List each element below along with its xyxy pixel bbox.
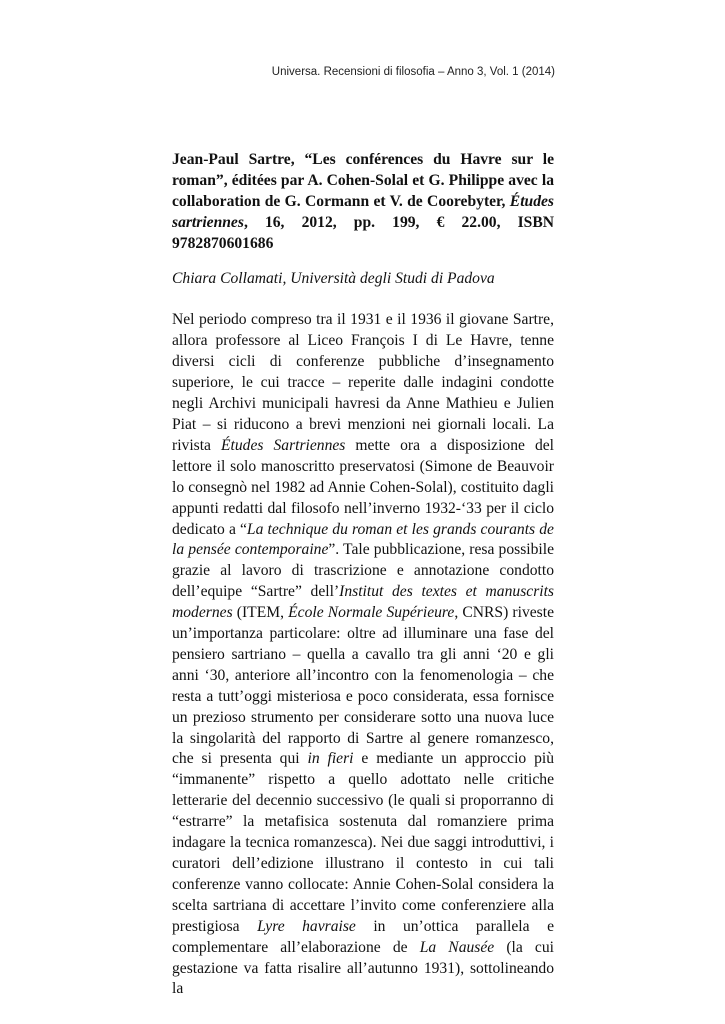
body-text-4: (ITEM, [232, 604, 289, 622]
body-italic-2: La technique du roman et les grands courants de la pensée contemporaine [172, 520, 554, 559]
running-header: Universa. Recensioni di filosofia – Anno 3, Vol. 1 (2014) [271, 66, 555, 78]
review-content [172, 150, 554, 1000]
title-journal: Études sartriennes [172, 192, 554, 231]
review-author: Chiara Collamati, Università degli Studi di Padova [172, 269, 495, 287]
body-italic-5: in fieri [307, 750, 354, 768]
body-text-5: , CNRS) riveste un’importanza particolare: oltre ad illuminare una fase del pensiero sartriano – quella a cavallo tra gli anni ‘20 e gli anni ‘30, anteriore all’incontro con la fenomenologia – che resta a tutt’oggi misteriosa e poco considerata, essa fornisce un prezioso strumento per considerare sotto una nuova luce la singolarità del rapporto di Sartre al genere romanzesco, che si presenta qui [172, 604, 554, 768]
review-body [172, 310, 554, 1000]
body-text-7: in un’ottica parallela e complementare all’elaborazione de [172, 917, 554, 956]
body-text-6: e mediante un approccio più “immanente” rispetto a quello adottato nelle critiche letterarie del decennio successivo (le quali si proporranno di “estrarre” la metafisica sostenuta dal romanziere prima indagare la tecnica romanzesca). Nei due saggi introduttivi, i curatori dell’edizione illustrano il contesto in cui tali conferenze vanno collocate: Annie Cohen-Solal considera la scelta sartriana di accettare l’invito come conferenziere alla prestigiosa [172, 750, 555, 935]
body-italic-3: Institut des textes et manuscrits modernes [172, 583, 554, 622]
review-title [172, 150, 554, 255]
body-italic-6: Lyre havraise [257, 917, 356, 935]
title-details: , 16, 2012, pp. 199, € 22.00, ISBN 9782870601686 [172, 213, 554, 252]
body-text-3: ”. Tale pubblicazione, resa possibile grazie al lavoro di trascrizione e annotazione condotto dell’equipe “Sartre” dell’ [172, 541, 554, 601]
body-italic-7: La Nausée [419, 938, 495, 956]
title-text: Jean-Paul Sartre, “Les conférences du Havre sur le roman”, éditées par A. Cohen-Solal et G. Philippe avec la collaboration de G. Cormann et V. de Coorebyter, [172, 151, 554, 210]
body-italic-4: École Normale Supérieure [288, 604, 455, 622]
body-italic-1: Études Sartriennes [221, 436, 346, 454]
body-text-2: mette ora a disposizione del lettore il solo manoscritto preservatosi (Simone de Beauvoir lo consegnò nel 1982 ad Annie Cohen-Solal), costituito dagli appunti redatti dal filosofo nell’inverno 1932-‘33 per il ciclo dedicato a “ [172, 436, 554, 538]
body-text-1: Nel periodo compreso tra il 1931 e il 1936 il giovane Sartre, allora professore al Liceo François I di Le Havre, tenne diversi cicli di conferenze pubbliche d’insegnamento superiore, le cui tracce – reperite dalle indagini condotte negli Archivi municipali havresi da Anne Mathieu e Julien Piat – si riducono a brevi menzioni nei giornali locali. La rivista [172, 311, 554, 454]
body-text-8: (la cui gestazione va fatta risalire all’autunno 1931), sottolineando la [172, 938, 554, 998]
